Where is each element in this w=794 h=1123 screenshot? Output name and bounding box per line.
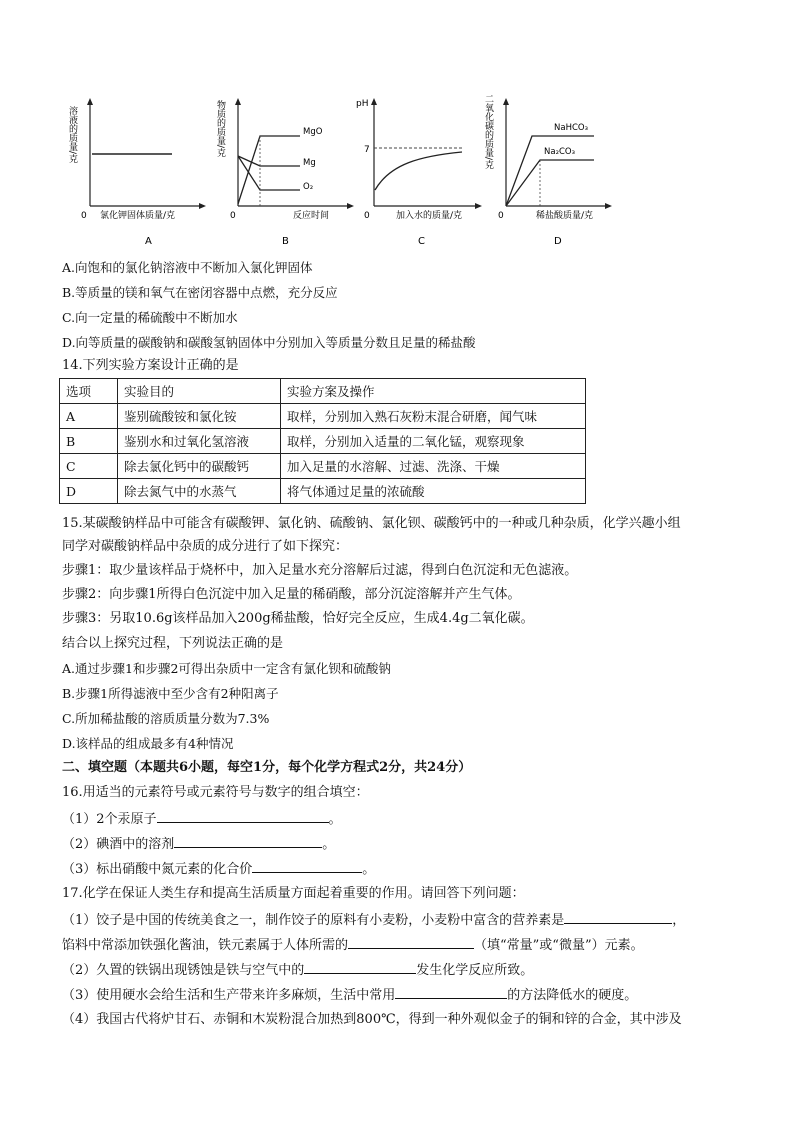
graph-c-caption: C [418,236,425,247]
q17-item3-text-a: （3）使用硬水会给生活和生产带来许多麻烦，生活中常用 [62,988,396,1003]
table-cell: 除去氯化钙中的碳酸钙 [118,454,281,479]
graph-d-ylabel: 二氧化碳的质量/克 [483,94,493,170]
table-header-row [60,379,586,404]
q17-item1-line2 [62,935,644,955]
q16-item3 [62,859,375,879]
q17-item1-text-d: （填“常量”或“微量”）元素。 [474,938,644,953]
graph-a [67,98,206,247]
section2-heading: 二、填空题（本题共6小题，每空1分，每个化学方程式2分，共24分） [62,760,472,775]
q16-item1 [62,809,342,829]
q17-item3 [62,985,637,1005]
table-cell: 鉴别硫酸铵和氯化铵 [118,404,281,429]
table-header: 实验方案及操作 [281,379,586,404]
graph-d-caption: D [554,236,562,247]
table-row [60,404,586,429]
q15-conclude: 结合以上探究过程，下列说法正确的是 [62,636,284,651]
q17-item1-blank1[interactable] [564,910,672,924]
q15-option-d: D.该样品的组成最多有4种情况 [62,736,234,751]
graph-b-mg-line [238,156,300,166]
q14-stem: 14.下列实验方案设计正确的是 [62,358,239,373]
graph-a-ylabel: 溶液的质量/克 [67,106,77,164]
q16-item3-text: （3）标出硝酸中氮元素的化合价 [62,862,253,877]
table-cell: B [60,429,118,454]
graph-b-series-mg: Mg [303,158,316,168]
q15-option-b: B.步骤1所得滤液中至少含有2种阳离子 [62,686,279,701]
table-cell: 取样，分别加入适量的二氧化锰，观察现象 [281,429,586,454]
q15-option-c: C.所加稀盐酸的溶质质量分数为7.3% [62,711,270,726]
table-row [60,429,586,454]
q13-option-b: B.等质量的镁和氧气在密闭容器中点燃，充分反应 [62,285,338,300]
q16-item1-blank[interactable] [157,809,329,823]
q14-table [59,378,586,504]
graph-d-series-nahco3: NaHCO₃ [554,123,588,133]
q13-option-d: D.向等质量的碳酸钠和碳酸氢钠固体中分别加入等质量分数且足量的稀盐酸 [62,335,476,350]
q17-stem: 17.化学在保证人类生存和提高生活质量方面起着重要的作用。请回答下列问题： [62,886,525,901]
q16-item2-end: 。 [322,837,336,852]
graph-c-xlabel: 加入水的质量/克 [396,211,463,221]
table-header: 选项 [60,379,118,404]
q17-item3-blank[interactable] [395,985,507,999]
q13-option-c: C.向一定量的稀硫酸中不断加水 [62,310,238,325]
q16-item1-end: 。 [328,812,342,827]
graph-d-na2co3-line [506,160,594,206]
graph-b-origin: 0 [230,211,236,221]
q15-step3: 步骤3：另取10.6g该样品加入200g稀盐酸，恰好完全反应，生成4.4g二氧化碳。 [62,611,534,626]
q17-item2 [62,960,533,980]
table-cell: 将气体通过足量的浓硫酸 [281,479,586,504]
table-header: 实验目的 [118,379,281,404]
q16-item3-end: 。 [362,862,376,877]
q15-stem-line2: 同学对碳酸钠样品中杂质的成分进行了如下探究： [62,539,349,554]
q17-item1-text-a: （1）饺子是中国的传统美食之一，制作饺子的原料有小麦粉，小麦粉中富含的营养素是 [62,913,565,928]
graph-d-xlabel: 稀盐酸质量/克 [536,211,594,221]
q15-option-a: A.通过步骤1和步骤2可得出杂质中一定含有氯化钡和硫酸钠 [62,661,391,676]
q16-item2 [62,834,335,854]
graph-b-series-o2: O₂ [303,182,314,192]
q17-item1-blank2[interactable] [348,935,474,949]
q17-item1-text-b: ， [672,913,686,928]
q13-option-a: A.向饱和的氯化钠溶液中不断加入氯化钾固体 [62,260,313,275]
q17-item1-text-c: 馅料中常添加铁强化酱油，铁元素属于人体所需的 [62,938,349,953]
q17-item2-text-a: （2）久置的铁锅出现锈蚀是铁与空气中的 [62,963,305,978]
q15-step2: 步骤2：向步骤1所得白色沉淀中加入足量的稀硝酸，部分沉淀溶解并产生气体。 [62,587,521,602]
table-cell: C [60,454,118,479]
q16-item2-text: （2）碘酒中的溶剂 [62,837,175,852]
q15-step1: 步骤1：取少量该样品于烧杯中，加入足量水充分溶解后过滤，得到白色沉淀和无色滤液。 [62,563,578,578]
q16-item3-blank[interactable] [252,859,362,873]
graph-d-series-na2co3: Na₂CO₃ [544,147,576,157]
q16-item2-blank[interactable] [174,834,322,848]
q15-stem-line1: 15.某碳酸钠样品中可能含有碳酸钾、氯化钠、硫酸钠、氯化钡、碳酸钙中的一种或几种杂质，化学兴趣小组 [62,516,681,531]
q17-item1-line1 [62,910,685,930]
table-cell: D [60,479,118,504]
q17-item3-text-b: 的方法降低水的硬度。 [507,988,638,1003]
graph-a-origin: 0 [81,211,87,221]
graph-c-curve [375,152,462,190]
graph-d-origin: 0 [498,211,504,221]
table-cell: 取样，分别加入熟石灰粉末混合研磨，闻气味 [281,404,586,429]
graph-b-xlabel: 反应时间 [293,211,330,221]
graph-b-o2-line [238,156,300,190]
table-cell: 鉴别水和过氧化氢溶液 [118,429,281,454]
graph-a-xlabel: 氯化钾固体质量/克 [100,211,176,221]
table-cell: 加入足量的水溶解、过滤、洗涤、干燥 [281,454,586,479]
graph-d [483,94,612,247]
graph-a-caption: A [145,236,152,247]
graph-b-caption: B [282,236,289,247]
q16-stem: 16.用适当的元素符号或元素符号与数字的组合填空： [62,785,369,800]
graph-c-ylabel: pH [356,99,369,109]
q17-item2-text-b: 发生化学反应所致。 [416,963,534,978]
table-cell: A [60,404,118,429]
graph-c-mark: 7 [364,145,370,155]
table-row [60,479,586,504]
q17-item4: （4）我国古代将炉甘石、赤铜和木炭粉混合加热到800℃，得到一种外观似金子的铜和锌的合金，其中涉及 [62,1012,682,1027]
q16-item1-text: （1）2个汞原子 [62,812,157,827]
graph-c-origin: 0 [364,211,370,221]
table-cell: 除去氮气中的水蒸气 [118,479,281,504]
table-row [60,454,586,479]
q13-graphs [60,92,620,252]
q17-item2-blank[interactable] [304,960,416,974]
graph-c [356,98,482,247]
graph-b-ylabel: 物质的质量/克 [215,100,225,158]
graph-b-series-mgo: MgO [303,127,323,137]
graph-b [215,98,354,247]
